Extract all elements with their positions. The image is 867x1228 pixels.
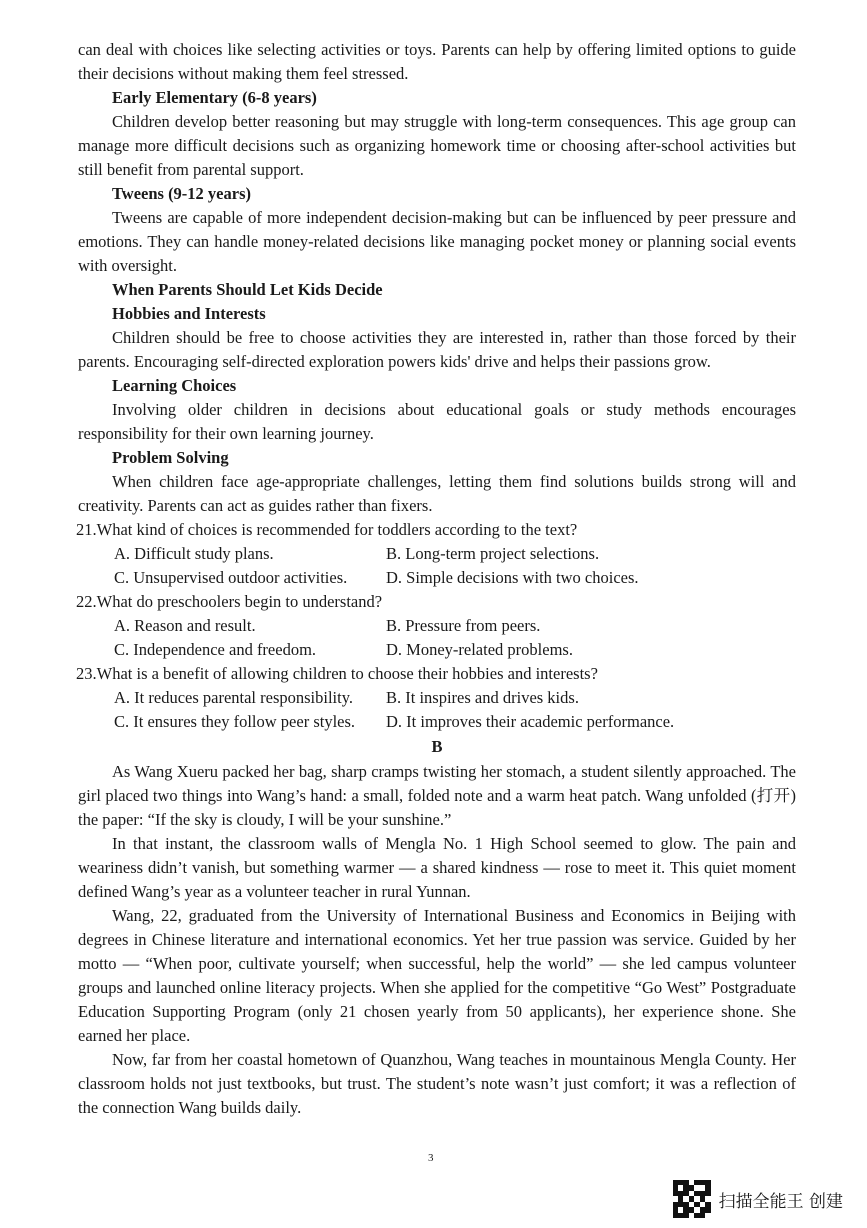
heading-hobbies: Hobbies and Interests [112, 304, 266, 323]
intro-tail: can deal with choices like selecting activities or toys. Parents can help by offering limited options to guide their decisions without making them feel stressed. [78, 40, 796, 83]
option-a: A. Difficult study plans. [114, 544, 274, 563]
scanner-watermark [673, 1180, 843, 1218]
document-page [78, 38, 796, 1120]
text-hobbies: Children should be free to choose activities they are interested in, rather than those forced by their parents. Encouraging self-directed exploration powers kids' drive and helps their passions grow. [78, 328, 796, 371]
text-early-elementary: Children develop better reasoning but may struggle with long-term consequences. This age group can manage more difficult decisions such as organizing homework time or choosing after-school activities but still benefit from parental support. [78, 112, 796, 179]
heading-learning: Learning Choices [112, 376, 237, 395]
text-problem-solving: When children face age-appropriate challenges, letting them find solutions builds strong will and creativity. Parents can act as guides rather than fixers. [78, 472, 796, 515]
option-c: C. Independence and freedom. [114, 640, 317, 659]
question-options [78, 542, 796, 590]
option-b: B. It inspires and drives kids. [386, 688, 579, 707]
question-stem: 21.What kind of choices is recommended for toddlers according to the text? [76, 520, 578, 539]
option-d: D. Money-related problems. [386, 640, 573, 659]
passage-b-paragraph: As Wang Xueru packed her bag, sharp cramps twisting her stomach, a student silently approached. The girl placed two things into Wang’s hand: a small, folded note and a warm heat patch. Wang unfolded (打开) the paper: “If the sky is cloudy, I will be your sunshine.” [78, 762, 796, 829]
option-d: D. It improves their academic performance. [386, 712, 675, 731]
passage-b-paragraph: Wang, 22, graduated from the University of International Business and Economics in Beijing with degrees in Chinese literature and international economics. Yet her true passion was service. Guided by her motto — “When poor, cultivate yourself; when successful, help the world” — she led campus volunteer groups and launched online literacy projects. When she applied for the competitive “Go West” Postgraduate Education Supporting Program (only 21 chosen yearly from 50 applicants), her experience shone. She earned her place. [78, 906, 796, 1045]
question-stem: 22.What do preschoolers begin to understand? [76, 592, 383, 611]
question-options [78, 614, 796, 662]
option-a: A. It reduces parental responsibility. [114, 688, 354, 707]
page-number: 3 [428, 1152, 434, 1164]
text-learning: Involving older children in decisions about educational goals or study methods encourages responsibility for their own learning journey. [78, 400, 796, 443]
question-options [78, 686, 796, 734]
option-c: C. Unsupervised outdoor activities. [114, 568, 348, 587]
option-a: A. Reason and result. [114, 616, 256, 635]
scanner-text: 扫描全能王 创建 [718, 1191, 843, 1212]
section-b-heading: B [431, 737, 443, 756]
qr-code-icon [673, 1180, 711, 1218]
option-b: B. Pressure from peers. [386, 616, 541, 635]
option-b: B. Long-term project selections. [386, 544, 600, 563]
option-d: D. Simple decisions with two choices. [386, 568, 639, 587]
option-c: C. It ensures they follow peer styles. [114, 712, 356, 731]
passage-b-paragraph: Now, far from her coastal hometown of Quanzhou, Wang teaches in mountainous Mengla County. Her classroom holds not just textbooks, but trust. The student’s note wasn’t just comfort; it was a reflection of the connection Wang builds daily. [78, 1050, 796, 1117]
heading-problem-solving: Problem Solving [112, 448, 229, 467]
heading-when-parents: When Parents Should Let Kids Decide [112, 280, 383, 299]
heading-tweens: Tweens (9-12 years) [112, 184, 251, 203]
passage-b-paragraph: In that instant, the classroom walls of Mengla No. 1 High School seemed to glow. The pain and weariness didn’t vanish, but something warmer — a shared kindness — rose to meet it. This quiet moment defined Wang’s year as a volunteer teacher in rural Yunnan. [78, 834, 796, 901]
text-tweens: Tweens are capable of more independent decision-making but can be influenced by peer pressure and emotions. They can handle money-related decisions like managing pocket money or planning social events with oversight. [78, 208, 796, 275]
question-stem: 23.What is a benefit of allowing children to choose their hobbies and interests? [76, 664, 598, 683]
heading-early-elementary: Early Elementary (6-8 years) [112, 88, 317, 107]
